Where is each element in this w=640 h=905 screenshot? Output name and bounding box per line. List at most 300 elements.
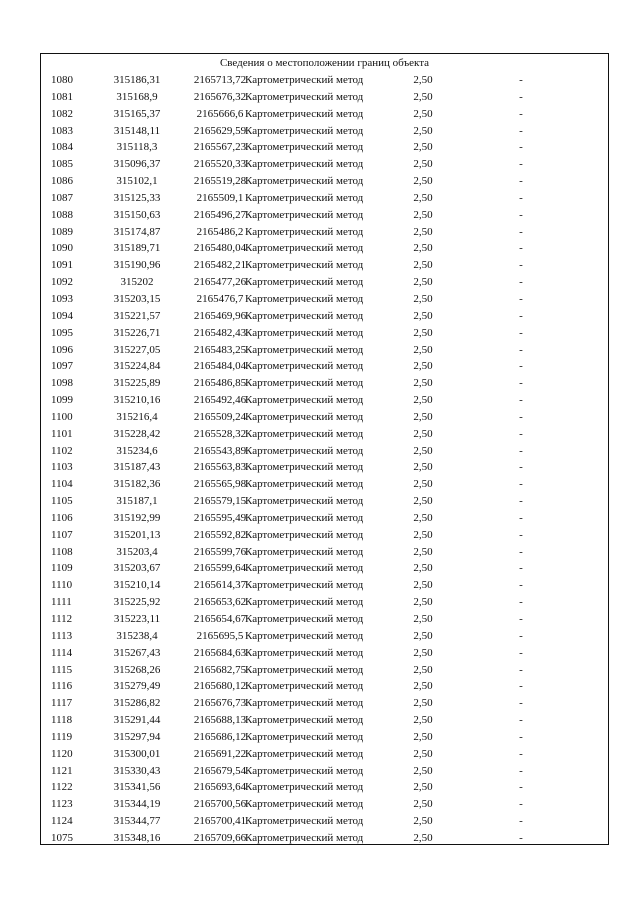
table-row (41, 830, 608, 847)
note-dash: - (519, 714, 523, 727)
coordinate-y: 2165543,89 (193, 444, 247, 457)
table-row (41, 308, 608, 325)
note-dash: - (519, 158, 523, 171)
note-dash: - (519, 478, 523, 491)
table-row (41, 123, 608, 140)
point-number: 1117 (51, 697, 73, 710)
determination-method: Картометрический метод (245, 74, 364, 86)
accuracy-value: 2,50 (413, 461, 433, 474)
note-dash: - (519, 276, 523, 289)
coordinate-x: 315150,63 (113, 208, 161, 221)
determination-method: Картометрический метод (245, 528, 364, 541)
accuracy-value: 2,50 (413, 444, 433, 457)
coordinate-x: 315224,84 (113, 360, 161, 373)
determination-method: Картометрический метод (245, 831, 364, 844)
accuracy-value: 2,50 (413, 74, 433, 86)
note-dash: - (519, 680, 523, 693)
table-row (41, 493, 608, 510)
table-row (41, 628, 608, 645)
point-number: 1092 (51, 276, 73, 289)
determination-method: Картометрический метод (245, 225, 364, 238)
table-row (41, 156, 608, 173)
coordinate-x: 315148,11 (113, 124, 161, 137)
determination-method: Картометрический метод (245, 511, 364, 524)
note-dash: - (519, 444, 523, 457)
coordinate-y: 2165666,6 (196, 107, 244, 120)
note-dash: - (519, 545, 523, 558)
coordinate-x: 315203,67 (113, 562, 161, 575)
coordinate-x: 315225,89 (113, 377, 161, 390)
table-row (41, 89, 608, 106)
determination-method: Картометрический метод (245, 730, 364, 743)
point-number: 1108 (51, 545, 73, 558)
accuracy-value: 2,50 (413, 781, 433, 794)
accuracy-value: 2,50 (413, 629, 433, 642)
table-row (41, 763, 608, 780)
point-number: 1097 (51, 360, 73, 373)
note-dash: - (519, 124, 523, 137)
note-dash: - (519, 663, 523, 676)
accuracy-value: 2,50 (413, 124, 433, 137)
point-number: 1105 (51, 495, 73, 508)
accuracy-value: 2,50 (413, 697, 433, 710)
table-row (41, 611, 608, 628)
table-row (41, 577, 608, 594)
table-row (41, 72, 608, 89)
note-dash: - (519, 831, 523, 844)
accuracy-value: 2,50 (413, 276, 433, 289)
coordinate-x: 315226,71 (113, 326, 161, 339)
coordinate-y: 2165684,63 (193, 646, 247, 659)
note-dash: - (519, 697, 523, 710)
determination-method: Картометрический метод (245, 343, 364, 356)
coordinate-y: 2165713,72 (193, 74, 247, 86)
note-dash: - (519, 343, 523, 356)
point-number: 1106 (51, 511, 73, 524)
determination-method: Картометрический метод (245, 680, 364, 693)
coordinate-y: 2165700,56 (193, 798, 247, 811)
note-dash: - (519, 781, 523, 794)
table-row (41, 224, 608, 241)
point-number: 1120 (51, 747, 73, 760)
point-number: 1123 (51, 798, 73, 811)
note-dash: - (519, 646, 523, 659)
accuracy-value: 2,50 (413, 292, 433, 305)
determination-method: Картометрический метод (245, 276, 364, 289)
coordinate-x: 315201,13 (113, 528, 161, 541)
determination-method: Картометрический метод (245, 444, 364, 457)
coordinate-x: 315174,87 (113, 225, 161, 238)
note-dash: - (519, 579, 523, 592)
determination-method: Картометрический метод (245, 90, 364, 103)
accuracy-value: 2,50 (413, 478, 433, 491)
note-dash: - (519, 764, 523, 777)
accuracy-value: 2,50 (413, 107, 433, 120)
determination-method: Картометрический метод (245, 208, 364, 221)
point-number: 1101 (51, 427, 73, 440)
point-number: 1087 (51, 191, 73, 204)
accuracy-value: 2,50 (413, 680, 433, 693)
point-number: 1110 (51, 579, 73, 592)
note-dash: - (519, 107, 523, 120)
point-number: 1124 (51, 815, 73, 828)
coordinate-x: 315267,43 (113, 646, 161, 659)
determination-method: Картометрический метод (245, 410, 364, 423)
point-number: 1113 (51, 629, 73, 642)
table-row (41, 729, 608, 746)
accuracy-value: 2,50 (413, 377, 433, 390)
coordinate-y: 2165480,04 (193, 242, 247, 255)
coordinate-x: 315291,44 (113, 714, 161, 727)
point-number: 1089 (51, 225, 73, 238)
coordinate-y: 2165682,75 (193, 663, 247, 676)
table-row (41, 257, 608, 274)
determination-method: Картометрический метод (245, 158, 364, 171)
determination-method: Картометрический метод (245, 461, 364, 474)
determination-method: Картометрический метод (245, 427, 364, 440)
coordinate-y: 2165599,64 (193, 562, 247, 575)
coordinate-y: 2165563,83 (193, 461, 247, 474)
accuracy-value: 2,50 (413, 562, 433, 575)
point-number: 1115 (51, 663, 73, 676)
accuracy-value: 2,50 (413, 730, 433, 743)
point-number: 1090 (51, 242, 73, 255)
coordinate-x: 315300,01 (113, 747, 161, 760)
table-row (41, 678, 608, 695)
table-row (41, 274, 608, 291)
point-number: 1109 (51, 562, 73, 575)
point-number: 1085 (51, 158, 73, 171)
note-dash: - (519, 495, 523, 508)
determination-method: Картометрический метод (245, 764, 364, 777)
coordinate-y: 2165476,7 (196, 292, 244, 305)
determination-method: Картометрический метод (245, 697, 364, 710)
table-title: Сведения о местоположении границ объекта (219, 57, 430, 69)
table-row (41, 375, 608, 392)
coordinate-y: 2165676,73 (193, 697, 247, 710)
accuracy-value: 2,50 (413, 815, 433, 828)
table-row (41, 594, 608, 611)
accuracy-value: 2,50 (413, 663, 433, 676)
point-number: 1093 (51, 292, 73, 305)
coordinate-y: 2165579,15 (193, 495, 247, 508)
accuracy-value: 2,50 (413, 309, 433, 322)
table-row (41, 645, 608, 662)
point-number: 1082 (51, 107, 73, 120)
note-dash: - (519, 191, 523, 204)
coordinate-x: 315344,19 (113, 798, 161, 811)
accuracy-value: 2,50 (413, 326, 433, 339)
coordinate-y: 2165592,82 (193, 528, 247, 541)
note-dash: - (519, 74, 523, 86)
coordinate-x: 315187,1 (116, 495, 158, 508)
accuracy-value: 2,50 (413, 141, 433, 154)
coordinate-x: 315187,43 (113, 461, 161, 474)
table-row (41, 207, 608, 224)
point-number: 1111 (51, 596, 72, 609)
coordinate-x: 315216,4 (116, 410, 158, 423)
determination-method: Картометрический метод (245, 175, 364, 188)
boundary-table (40, 53, 609, 845)
note-dash: - (519, 225, 523, 238)
table-row (41, 426, 608, 443)
coordinate-x: 315297,94 (113, 730, 161, 743)
coordinate-y: 2165680,12 (193, 680, 247, 693)
note-dash: - (519, 730, 523, 743)
determination-method: Картометрический метод (245, 478, 364, 491)
coordinate-y: 2165565,98 (193, 478, 247, 491)
coordinate-y: 2165629,59 (193, 124, 247, 137)
point-number: 1122 (51, 781, 73, 794)
coordinate-x: 315330,43 (113, 764, 161, 777)
note-dash: - (519, 410, 523, 423)
coordinate-y: 2165486,2 (196, 225, 244, 238)
table-row (41, 358, 608, 375)
coordinate-x: 315189,71 (113, 242, 161, 255)
table-row (41, 139, 608, 156)
determination-method: Картометрический метод (245, 191, 364, 204)
determination-method: Картометрический метод (245, 747, 364, 760)
coordinate-x: 315341,56 (113, 781, 161, 794)
coordinate-x: 315168,9 (116, 90, 158, 103)
note-dash: - (519, 175, 523, 188)
coordinate-x: 315344,77 (113, 815, 161, 828)
table-row (41, 662, 608, 679)
determination-method: Картометрический метод (245, 714, 364, 727)
note-dash: - (519, 90, 523, 103)
accuracy-value: 2,50 (413, 528, 433, 541)
determination-method: Картометрический метод (245, 815, 364, 828)
table-row (41, 106, 608, 123)
table-row (41, 712, 608, 729)
accuracy-value: 2,50 (413, 545, 433, 558)
coordinate-y: 2165482,43 (193, 326, 247, 339)
determination-method: Картометрический метод (245, 326, 364, 339)
note-dash: - (519, 629, 523, 642)
coordinate-x: 315234,6 (116, 444, 158, 457)
accuracy-value: 2,50 (413, 343, 433, 356)
determination-method: Картометрический метод (245, 613, 364, 625)
point-number: 1100 (51, 410, 73, 423)
point-number: 1094 (51, 309, 73, 322)
accuracy-value: 2,50 (413, 410, 433, 423)
table-row (41, 544, 608, 561)
determination-method: Картометрический метод (245, 562, 364, 575)
note-dash: - (519, 562, 523, 575)
table-row (41, 325, 608, 342)
point-number: 1098 (51, 377, 73, 390)
table-row (41, 392, 608, 409)
accuracy-value: 2,50 (413, 596, 433, 609)
coordinate-y: 2165486,85 (193, 377, 247, 390)
coordinate-x: 315210,16 (113, 394, 161, 407)
accuracy-value: 2,50 (413, 495, 433, 508)
point-number: 1080 (51, 74, 73, 86)
accuracy-value: 2,50 (413, 831, 433, 844)
determination-method: Картометрический метод (245, 663, 364, 676)
table-row (41, 476, 608, 493)
point-number: 1083 (51, 124, 73, 137)
note-dash: - (519, 394, 523, 407)
table-row (41, 813, 608, 830)
table-row (41, 510, 608, 527)
determination-method: Картометрический метод (245, 781, 364, 794)
coordinate-x: 315238,4 (116, 629, 158, 642)
note-dash: - (519, 208, 523, 221)
note-dash: - (519, 326, 523, 339)
coordinate-y: 2165688,13 (193, 714, 247, 727)
note-dash: - (519, 613, 523, 625)
coordinate-y: 2165492,46 (193, 394, 247, 407)
determination-method: Картометрический метод (245, 141, 364, 154)
determination-method: Картометрический метод (245, 596, 364, 609)
coordinate-x: 315286,82 (113, 697, 161, 710)
coordinate-x: 315227,05 (113, 343, 161, 356)
table-row (41, 527, 608, 544)
point-number: 1118 (51, 714, 73, 727)
coordinate-x: 315203,15 (113, 292, 161, 305)
coordinate-x: 315221,57 (113, 309, 161, 322)
accuracy-value: 2,50 (413, 747, 433, 760)
note-dash: - (519, 242, 523, 255)
coordinate-x: 315203,4 (116, 545, 158, 558)
note-dash: - (519, 511, 523, 524)
table-row (41, 746, 608, 763)
coordinate-y: 2165599,76 (193, 545, 247, 558)
determination-method: Картометрический метод (245, 545, 364, 558)
note-dash: - (519, 377, 523, 390)
note-dash: - (519, 141, 523, 154)
point-number: 1119 (51, 730, 73, 743)
accuracy-value: 2,50 (413, 259, 433, 272)
accuracy-value: 2,50 (413, 427, 433, 440)
accuracy-value: 2,50 (413, 225, 433, 238)
determination-method: Картометрический метод (245, 495, 364, 508)
point-number: 1104 (51, 478, 73, 491)
determination-method: Картометрический метод (245, 309, 364, 322)
accuracy-value: 2,50 (413, 208, 433, 221)
point-number: 1096 (51, 343, 73, 356)
determination-method: Картометрический метод (245, 377, 364, 390)
determination-method: Картометрический метод (245, 107, 364, 120)
coordinate-x: 315096,37 (113, 158, 161, 171)
note-dash: - (519, 292, 523, 305)
coordinate-x: 315210,14 (113, 579, 161, 592)
coordinate-x: 315165,37 (113, 107, 161, 120)
coordinate-y: 2165695,5 (196, 629, 244, 642)
table-row (41, 240, 608, 257)
coordinate-x: 315192,99 (113, 511, 161, 524)
coordinate-x: 315279,49 (113, 680, 161, 693)
accuracy-value: 2,50 (413, 242, 433, 255)
note-dash: - (519, 427, 523, 440)
point-number: 1086 (51, 175, 73, 188)
table-row (41, 173, 608, 190)
table-row (41, 796, 608, 813)
coordinate-y: 2165693,64 (193, 781, 247, 794)
coordinate-x: 315102,1 (116, 175, 158, 188)
note-dash: - (519, 360, 523, 373)
coordinate-y: 2165686,12 (193, 730, 247, 743)
coordinate-x: 315348,16 (113, 831, 161, 844)
accuracy-value: 2,50 (413, 798, 433, 811)
table-row (41, 409, 608, 426)
coordinate-y: 2165482,21 (193, 259, 247, 272)
accuracy-value: 2,50 (413, 714, 433, 727)
determination-method: Картометрический метод (245, 124, 364, 137)
note-dash: - (519, 815, 523, 828)
point-number: 1102 (51, 444, 73, 457)
coordinate-y: 2165509,1 (196, 191, 244, 204)
point-number: 1116 (51, 680, 73, 693)
table-row (41, 779, 608, 796)
accuracy-value: 2,50 (413, 360, 433, 373)
determination-method: Картометрический метод (245, 360, 364, 373)
point-number: 1081 (51, 90, 73, 103)
point-number: 1088 (51, 208, 73, 221)
accuracy-value: 2,50 (413, 613, 433, 625)
point-number: 1075 (51, 831, 73, 844)
coordinate-y: 2165519,28 (193, 175, 247, 188)
coordinate-y: 2165483,25 (193, 343, 247, 356)
determination-method: Картометрический метод (245, 242, 364, 255)
note-dash: - (519, 309, 523, 322)
coordinate-y: 2165528,32 (193, 427, 247, 440)
table-body (41, 72, 608, 847)
coordinate-x: 315186,31 (113, 74, 161, 86)
point-number: 1121 (51, 764, 73, 777)
coordinate-y: 2165567,23 (193, 141, 247, 154)
determination-method: Картометрический метод (245, 646, 364, 659)
accuracy-value: 2,50 (413, 646, 433, 659)
coordinate-y: 2165595,49 (193, 511, 247, 524)
coordinate-y: 2165676,32 (193, 90, 247, 103)
note-dash: - (519, 528, 523, 541)
determination-method: Картометрический метод (245, 798, 364, 811)
point-number: 1099 (51, 394, 73, 407)
coordinate-x: 315125,33 (113, 191, 161, 204)
coordinate-y: 2165654,67 (193, 613, 247, 625)
coordinate-y: 2165653,62 (193, 596, 247, 609)
coordinate-x: 315202 (120, 276, 154, 289)
determination-method: Картометрический метод (245, 629, 364, 642)
coordinate-y: 2165679,54 (193, 764, 247, 777)
table-row (41, 695, 608, 712)
note-dash: - (519, 596, 523, 609)
note-dash: - (519, 461, 523, 474)
table-row (41, 443, 608, 460)
determination-method: Картометрический метод (245, 292, 364, 305)
accuracy-value: 2,50 (413, 175, 433, 188)
table-row (41, 291, 608, 308)
coordinate-x: 315268,26 (113, 663, 161, 676)
point-number: 1103 (51, 461, 73, 474)
coordinate-x: 315225,92 (113, 596, 161, 609)
point-number: 1095 (51, 326, 73, 339)
point-number: 1112 (51, 613, 73, 625)
coordinate-x: 315228,42 (113, 427, 161, 440)
determination-method: Картометрический метод (245, 394, 364, 407)
determination-method: Картометрический метод (245, 579, 364, 592)
table-row (41, 342, 608, 359)
point-number: 1091 (51, 259, 73, 272)
coordinate-y: 2165509,24 (193, 410, 247, 423)
accuracy-value: 2,50 (413, 90, 433, 103)
coordinate-y: 2165477,26 (193, 276, 247, 289)
note-dash: - (519, 798, 523, 811)
coordinate-y: 2165520,33 (193, 158, 247, 171)
coordinate-y: 2165691,22 (193, 747, 247, 760)
